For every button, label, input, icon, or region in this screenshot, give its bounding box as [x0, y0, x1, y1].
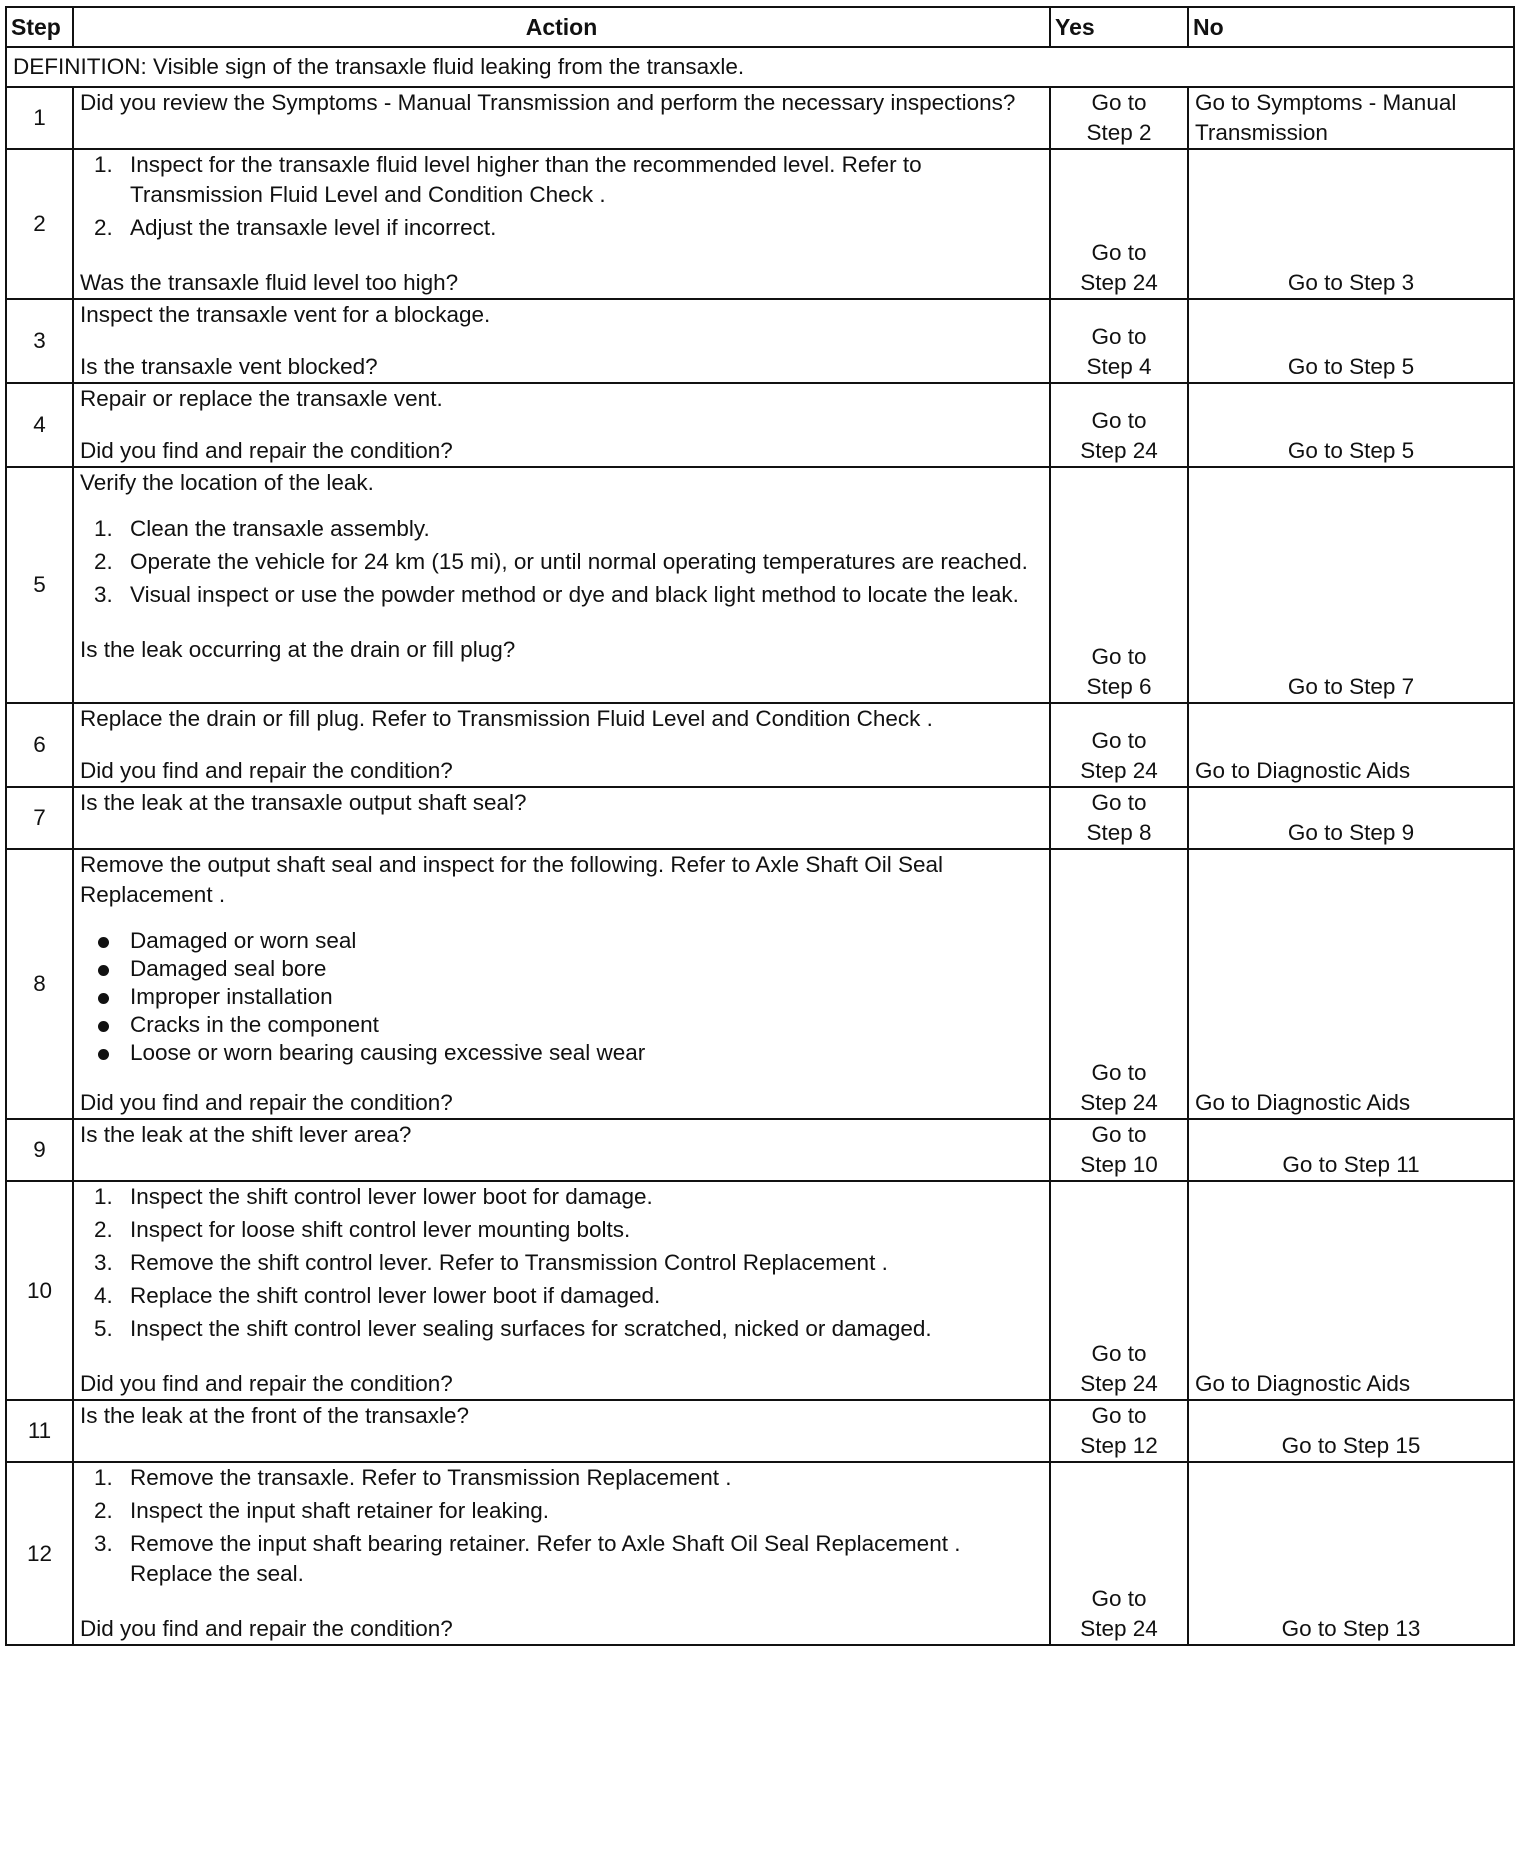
action-text: Replace the drain or fill plug. Refer to Transmission Fluid Level and Condition Check .: [80, 706, 933, 731]
action-text: Inspect the transaxle vent for a blockage.: [80, 302, 491, 327]
yes-cell[interactable]: [1050, 87, 1188, 149]
step-number: 4: [6, 383, 73, 467]
table-row: [6, 1181, 1514, 1400]
list-item: 2. Adjust the transaxle level if incorrect.: [94, 215, 497, 240]
list-item: 2. Operate the vehicle for 24 km (15 mi), or until normal operating temperatures are reached.: [94, 549, 1028, 574]
step-number: 6: [6, 703, 73, 787]
yes-cell[interactable]: Go to Step 24: [1050, 1181, 1188, 1400]
action-cell: [73, 1119, 1050, 1181]
action-text: Is the leak at the transaxle output shaft seal?: [80, 790, 527, 815]
yes-cell[interactable]: Go to Step 24: [1050, 149, 1188, 299]
table-row: [6, 467, 1514, 703]
table-row: [6, 149, 1514, 299]
col-action-header: Action: [73, 7, 1050, 47]
definition-row: [6, 47, 1514, 87]
procedure-list: [80, 1463, 1043, 1589]
question-text: Is the leak occurring at the drain or fill plug?: [80, 637, 516, 662]
step-number: 2: [6, 149, 73, 299]
step-number: 11: [6, 1400, 73, 1462]
no-cell[interactable]: Go to Diagnostic Aids: [1188, 849, 1514, 1119]
procedure-list: [80, 150, 1043, 243]
list-item: 1. Remove the transaxle. Refer to Transmission Replacement .: [94, 1465, 732, 1490]
yes-cell[interactable]: Go to Step 24: [1050, 383, 1188, 467]
no-cell[interactable]: Go to Step 7: [1188, 467, 1514, 703]
question-text: Did you find and repair the condition?: [80, 438, 453, 463]
step-number: 3: [6, 299, 73, 383]
list-item: 3. Remove the shift control lever. Refer to Transmission Control Replacement .: [94, 1250, 888, 1275]
step-number: 5: [6, 467, 73, 703]
list-item: 1. Inspect for the transaxle fluid level higher than the recommended level. Refer to Transmission Fluid Level and Condition Check .: [94, 152, 922, 207]
list-item: 5. Inspect the shift control lever sealing surfaces for scratched, nicked or damaged.: [94, 1316, 932, 1341]
no-cell[interactable]: Go to Step 13: [1188, 1462, 1514, 1645]
question-text: Did you find and repair the condition?: [80, 1090, 453, 1115]
table-row: [6, 299, 1514, 383]
action-cell: [73, 1181, 1050, 1400]
diagnostic-table: [5, 6, 1515, 1646]
step-number: 1: [6, 87, 73, 149]
step-number: 12: [6, 1462, 73, 1645]
list-item: Loose or worn bearing causing excessive seal wear: [80, 1038, 1043, 1068]
yes-cell[interactable]: Go to Step 24: [1050, 703, 1188, 787]
table-row: [6, 1119, 1514, 1181]
list-item: Cracks in the component: [80, 1010, 1043, 1040]
list-item: 1. Inspect the shift control lever lower boot for damage.: [94, 1184, 653, 1209]
action-text: Is the leak at the front of the transaxle?: [80, 1403, 469, 1428]
action-cell: [73, 849, 1050, 1119]
procedure-list: [80, 514, 1043, 610]
list-item: 2. Inspect for loose shift control lever mounting bolts.: [94, 1217, 631, 1242]
bullet-list: [80, 926, 1043, 1068]
table-row: [6, 383, 1514, 467]
list-item: 4. Replace the shift control lever lower boot if damaged.: [94, 1283, 661, 1308]
definition-text: DEFINITION: Visible sign of the transaxle fluid leaking from the transaxle.: [6, 47, 1514, 87]
procedure-list: [80, 1182, 1043, 1344]
header-row: [6, 7, 1514, 47]
step-number: 8: [6, 849, 73, 1119]
yes-line2: Step 2: [1086, 120, 1152, 145]
yes-cell[interactable]: Go to Step 12: [1050, 1400, 1188, 1462]
col-yes-header: Yes: [1050, 7, 1188, 47]
question-text: Was the transaxle fluid level too high?: [80, 270, 459, 295]
no-line2: Transmission: [1195, 120, 1328, 145]
list-item: Damaged seal bore: [80, 954, 1043, 984]
no-cell[interactable]: Go to Step 5: [1188, 299, 1514, 383]
action-cell: [73, 1400, 1050, 1462]
yes-line1: Go to: [1091, 90, 1147, 115]
list-item: 3. Remove the input shaft bearing retainer. Refer to Axle Shaft Oil Seal Replacement . Replace the seal.: [94, 1531, 961, 1586]
list-item: 1. Clean the transaxle assembly.: [94, 516, 430, 541]
action-cell: [73, 149, 1050, 299]
col-no-header: No: [1188, 7, 1514, 47]
list-item: 3. Visual inspect or use the powder method or dye and black light method to locate the leak.: [94, 582, 1019, 607]
yes-cell[interactable]: Go to Step 4: [1050, 299, 1188, 383]
question-text: Did you find and repair the condition?: [80, 758, 453, 783]
question-text: Did you find and repair the condition?: [80, 1371, 453, 1396]
table-row: [6, 1462, 1514, 1645]
no-cell[interactable]: Go to Diagnostic Aids: [1188, 703, 1514, 787]
action-cell: [73, 703, 1050, 787]
no-cell[interactable]: Go to Step 15: [1188, 1400, 1514, 1462]
no-cell[interactable]: Go to Diagnostic Aids: [1188, 1181, 1514, 1400]
list-item: Improper installation: [80, 982, 1043, 1012]
table-row: [6, 1400, 1514, 1462]
question-text: Did you find and repair the condition?: [80, 1616, 453, 1641]
action-text: Remove the output shaft seal and inspect for the following. Refer to Axle Shaft Oil Seal Replacement .: [80, 852, 943, 907]
no-cell[interactable]: [1188, 87, 1514, 149]
action-text: Did you review the Symptoms - Manual Transmission and perform the necessary inspections?: [80, 90, 1016, 115]
action-text: Repair or replace the transaxle vent.: [80, 386, 443, 411]
question-text: Is the transaxle vent blocked?: [80, 354, 378, 379]
yes-cell[interactable]: Go to Step 24: [1050, 849, 1188, 1119]
step-number: 7: [6, 787, 73, 849]
yes-cell[interactable]: Go to Step 10: [1050, 1119, 1188, 1181]
no-cell[interactable]: Go to Step 3: [1188, 149, 1514, 299]
action-cell: [73, 383, 1050, 467]
action-cell: [73, 787, 1050, 849]
col-step-header: Step: [6, 7, 73, 47]
no-cell[interactable]: Go to Step 9: [1188, 787, 1514, 849]
yes-cell[interactable]: Go to Step 8: [1050, 787, 1188, 849]
action-text: Verify the location of the leak.: [80, 470, 374, 495]
table-row: [6, 703, 1514, 787]
yes-cell[interactable]: Go to Step 24: [1050, 1462, 1188, 1645]
no-cell[interactable]: Go to Step 11: [1188, 1119, 1514, 1181]
table-row: [6, 87, 1514, 149]
table-row: [6, 787, 1514, 849]
table-row: [6, 849, 1514, 1119]
action-text: Is the leak at the shift lever area?: [80, 1122, 412, 1147]
action-cell: [73, 467, 1050, 703]
no-cell[interactable]: Go to Step 5: [1188, 383, 1514, 467]
no-line1: Go to Symptoms - Manual: [1195, 90, 1457, 115]
step-number: 10: [6, 1181, 73, 1400]
list-item: 2. Inspect the input shaft retainer for leaking.: [94, 1498, 549, 1523]
action-cell: [73, 87, 1050, 149]
list-item: Damaged or worn seal: [80, 926, 1043, 956]
yes-cell[interactable]: Go to Step 6: [1050, 467, 1188, 703]
step-number: 9: [6, 1119, 73, 1181]
action-cell: [73, 1462, 1050, 1645]
action-cell: [73, 299, 1050, 383]
